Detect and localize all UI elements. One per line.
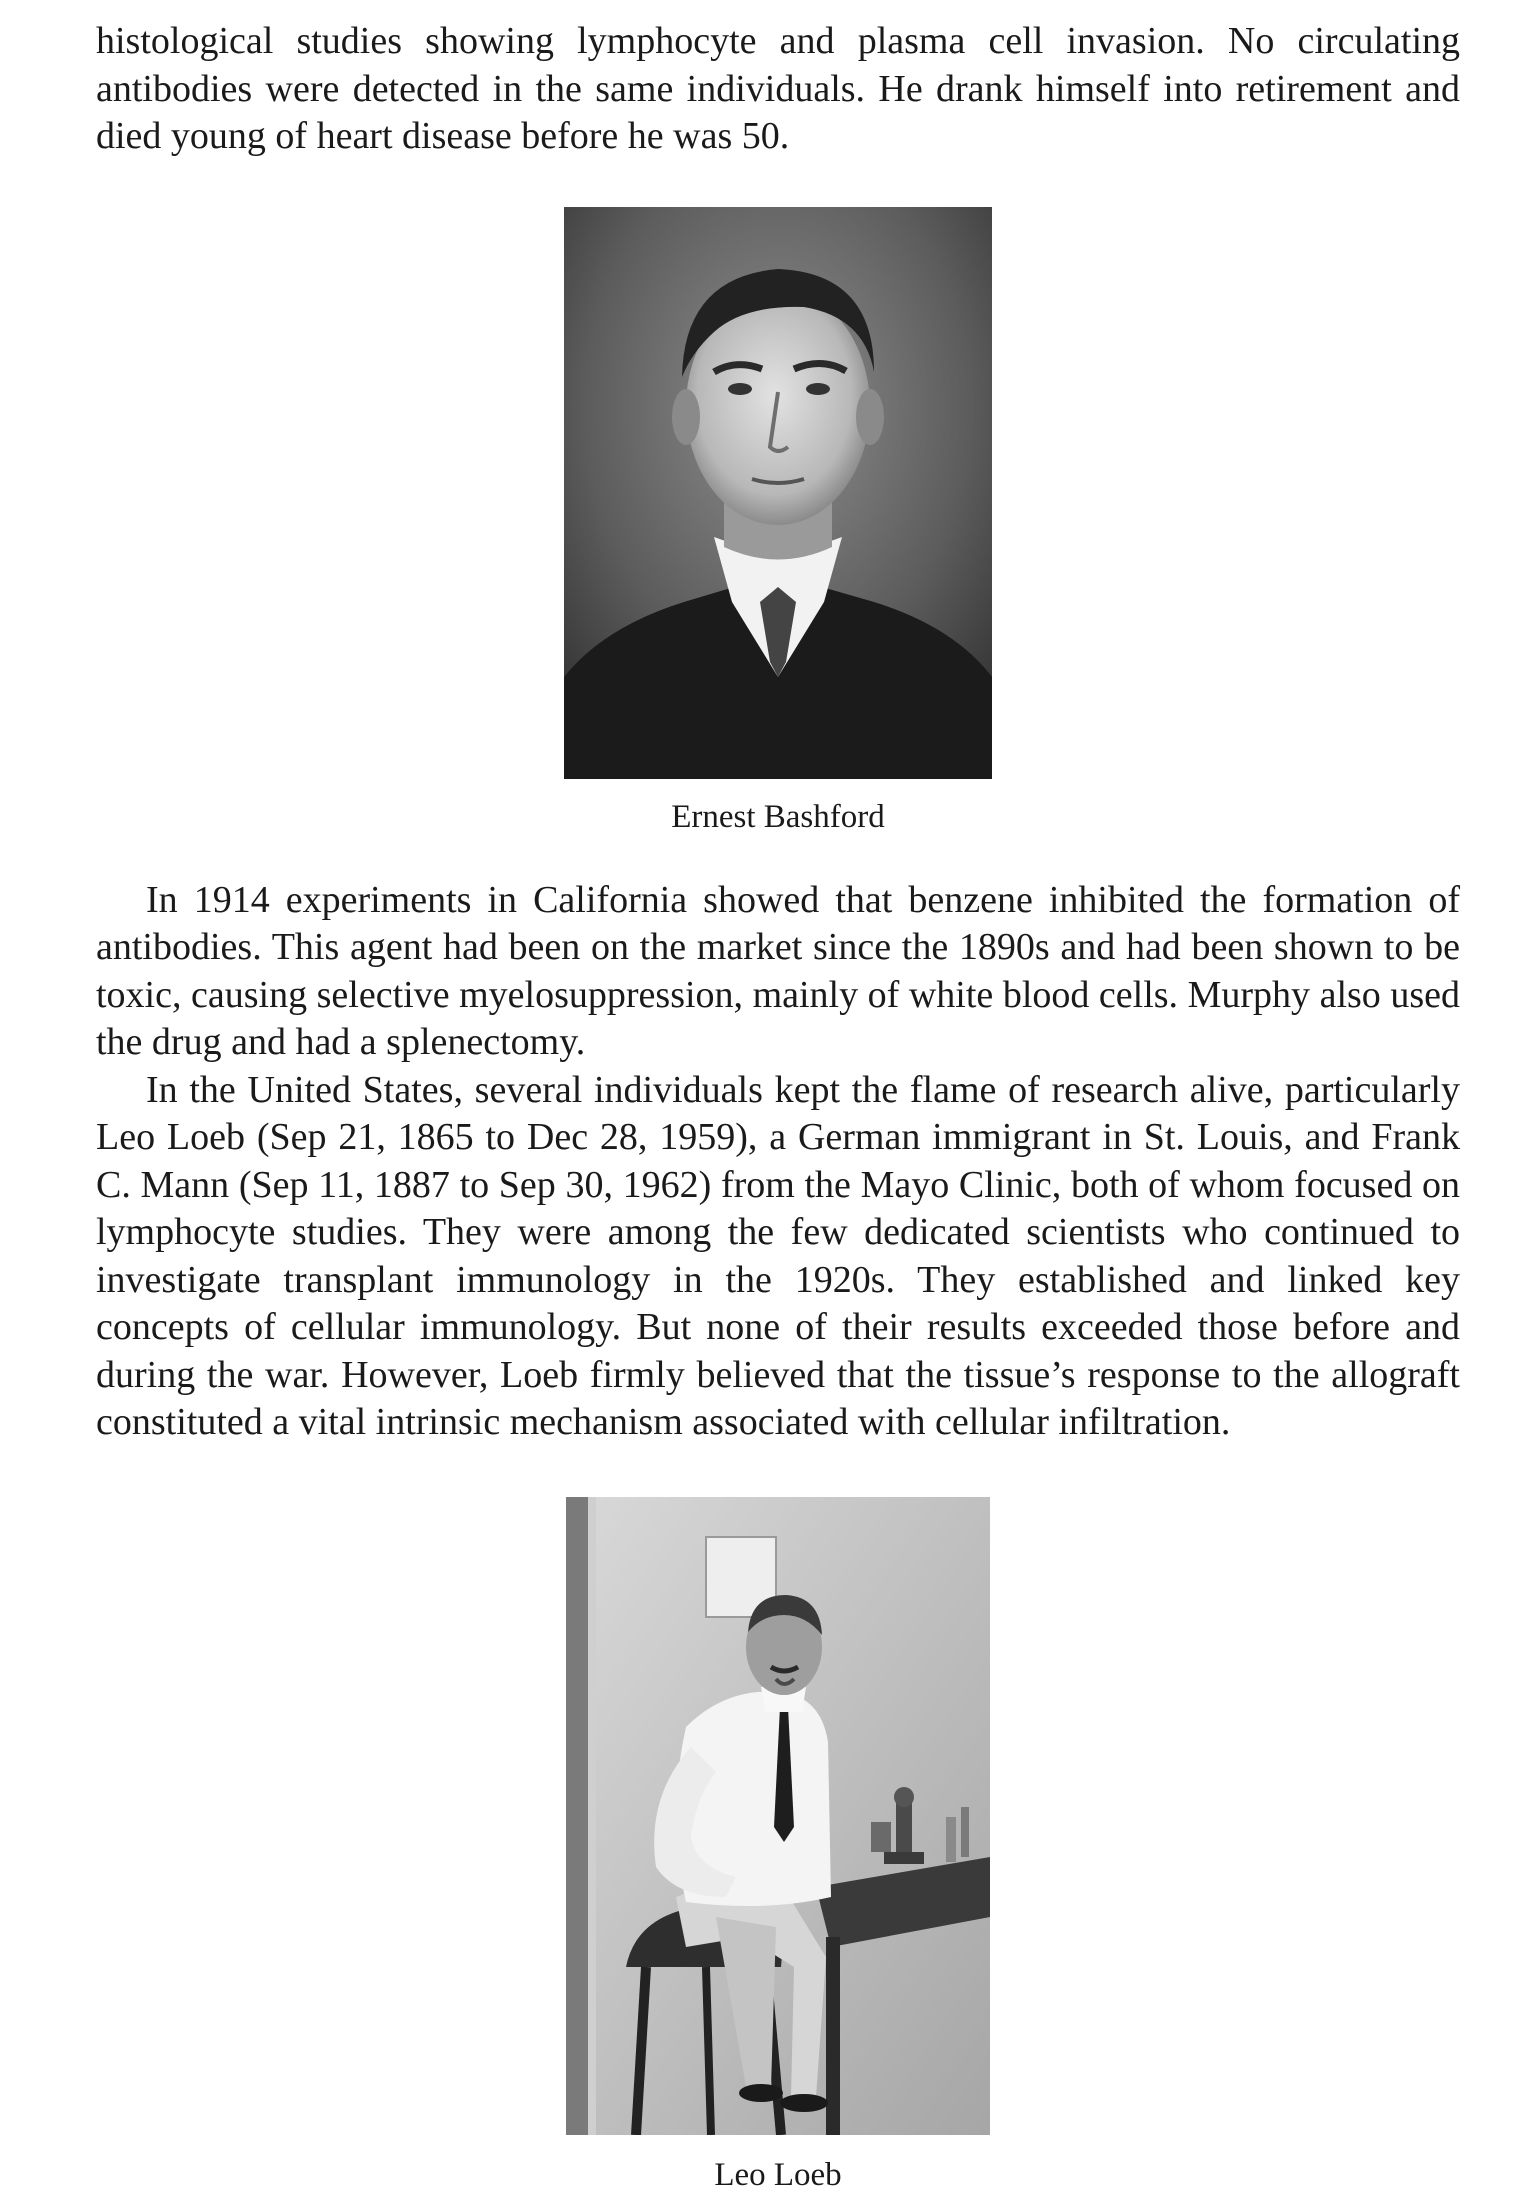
portrait-illustration <box>564 207 992 779</box>
paragraph-continuation: histological studies showing lymphocyte and plasma cell invasion. No circulating antibodies were detected in the same individuals. He drank himself into retirement and died young of heart disease before he was 50. <box>96 20 1460 157</box>
paragraph-loeb-mann: In the United States, several individuals kept the flame of research alive, particularly Leo Loeb (Sep 21, 1865 to Dec 28, 1959), a German immigrant in St. Louis, and Frank C. Mann (Sep 11, 1887 to Sep 30, 1962) from the Mayo Clinic, both of whom focused on lymphocyte studies. They were among the few dedicated scientists who continued to investigate transplant immunology in the 1920s. They established and linked key concepts of cellular immunology. But none of their results exceeded those before and during the war. However, Loeb firmly believed that the tissue’s response to the allograft constituted a vital intrinsic mechanism associated with cellular infiltration. <box>96 1068 1460 1443</box>
portrait-photo-leo-loeb <box>566 1497 990 2135</box>
figure-caption: Ernest Bashford <box>671 798 885 835</box>
document-page <box>96 18 1460 2195</box>
figure-caption: Leo Loeb <box>714 2156 842 2193</box>
paragraph-benzene: In 1914 experiments in California showed that benzene inhibited the formation of antibodies. This agent had been on the market since the 1890s and had been shown to be toxic, causing selective myelosuppression, mainly of white blood cells. Murphy also used the drug and had a splenectomy. <box>96 878 1460 1063</box>
laboratory-photo-illustration <box>566 1497 990 2135</box>
portrait-photo-ernest-bashford <box>564 207 992 779</box>
